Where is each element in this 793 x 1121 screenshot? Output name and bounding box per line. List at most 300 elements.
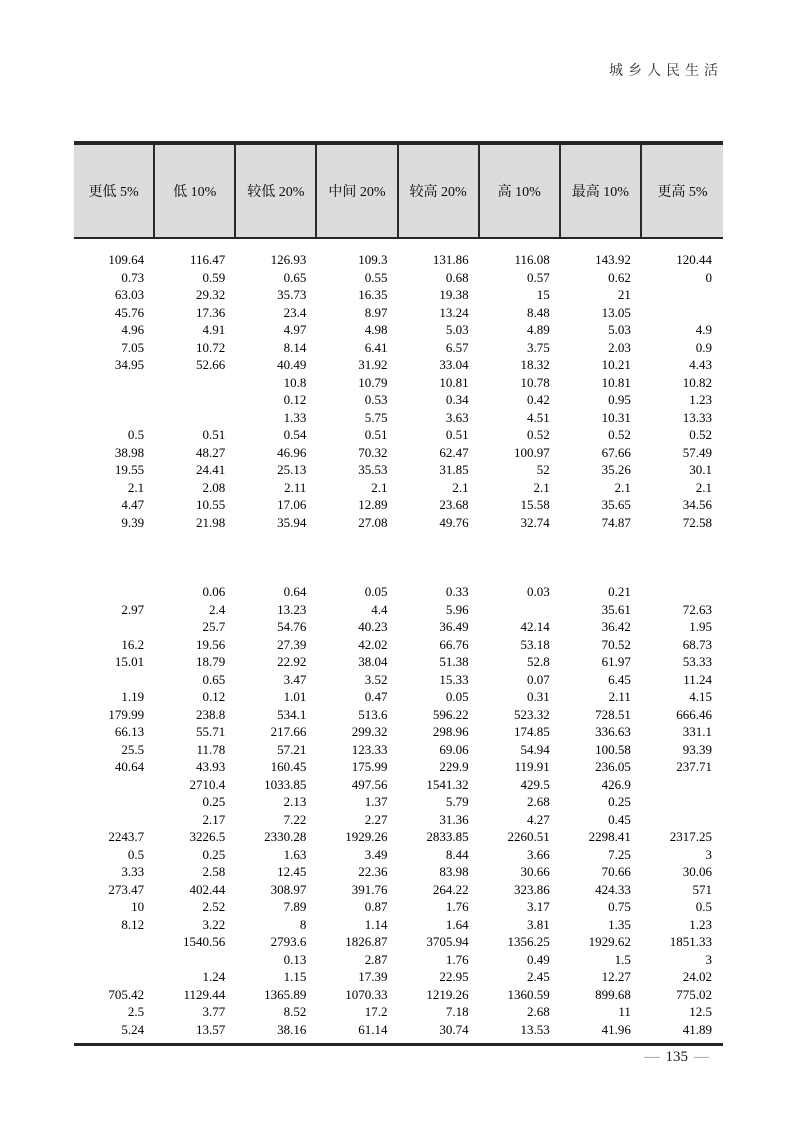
table-row — [74, 898, 723, 916]
table-cell: 61.14 — [358, 1021, 388, 1037]
table-cell: 0.49 — [527, 951, 550, 967]
table-cell: 0.45 — [608, 811, 631, 827]
table-row — [74, 1021, 723, 1039]
table-cell: 72.63 — [682, 601, 712, 617]
table-cell: 534.1 — [277, 706, 307, 722]
table-cell: 299.32 — [351, 724, 388, 739]
table-cell: 13.24 — [439, 304, 469, 320]
table-cell: 66.13 — [114, 724, 145, 739]
table-row — [74, 828, 723, 846]
table-cell: 8.12 — [121, 916, 145, 932]
table-cell: 40.49 — [277, 357, 307, 372]
table-cell: 4.89 — [527, 322, 550, 337]
table-row — [74, 286, 723, 304]
table-cell: 12.89 — [358, 497, 388, 512]
table-row — [74, 339, 723, 357]
table-cell: 0.64 — [283, 584, 307, 599]
table-cell: 2.03 — [608, 339, 631, 355]
table-cell: 10 — [131, 899, 145, 914]
table-cell — [642, 776, 723, 794]
table-cell: 16.2 — [121, 636, 145, 652]
table-cell: 0.03 — [527, 584, 550, 599]
table-cell: 666.46 — [676, 706, 712, 722]
table-row — [74, 933, 723, 951]
table-cell: 2.87 — [364, 951, 388, 967]
table-cell: 236.05 — [595, 759, 631, 774]
table-cell: 62.47 — [439, 444, 469, 460]
table-cell: 68.73 — [682, 636, 712, 652]
table-cell: 5.79 — [445, 794, 469, 809]
table-cell: 424.33 — [595, 881, 631, 897]
table-cell: 1.24 — [202, 969, 226, 984]
page-number — [639, 1049, 716, 1066]
table-row — [74, 444, 723, 462]
table-cell: 54.76 — [277, 619, 307, 634]
table-cell: 0.52 — [608, 427, 631, 442]
table-cell: 0.47 — [364, 689, 388, 704]
table-cell: 35.65 — [601, 497, 631, 512]
table-cell: 41.89 — [682, 1021, 712, 1037]
table-cell: 0.55 — [364, 269, 388, 285]
table-cell: 2.1 — [695, 479, 712, 495]
table-cell: 3.77 — [202, 1004, 226, 1019]
table-cell: 116.47 — [189, 252, 226, 267]
page-number-dash-right: — — [694, 1049, 709, 1065]
table-cell — [74, 968, 155, 986]
table-cell: 0.53 — [364, 392, 388, 407]
table-cell: 3705.94 — [426, 934, 469, 949]
table-cell: 23.4 — [283, 304, 307, 320]
table-cell: 119.91 — [514, 759, 550, 774]
table-cell: 8.48 — [527, 304, 550, 320]
table-cell: 0.25 — [202, 794, 226, 809]
table-cell: 3.75 — [527, 339, 550, 355]
table-cell: 2.68 — [527, 794, 550, 809]
table-row — [74, 863, 723, 881]
table-cell: 10.79 — [358, 374, 388, 390]
table-cell: 1.64 — [445, 916, 469, 932]
table-cell: 10.81 — [439, 374, 469, 390]
table-cell: 4.91 — [202, 322, 226, 337]
table-cell: 0 — [705, 269, 712, 285]
table-row — [74, 916, 723, 934]
table-cell: 0.65 — [202, 671, 226, 687]
table-cell: 21 — [617, 287, 631, 302]
table-cell: 17.39 — [358, 969, 388, 984]
table-cell: 179.99 — [108, 706, 145, 722]
table-cell: 2298.41 — [588, 829, 631, 844]
table-cell: 22.95 — [439, 969, 469, 984]
table-cell: 35.53 — [358, 462, 388, 477]
table-cell: 3.47 — [283, 671, 307, 687]
table-row — [74, 881, 723, 899]
table-cell: 2.27 — [364, 811, 388, 827]
table-cell: 402.44 — [189, 881, 226, 897]
table-cell: 1541.32 — [426, 776, 469, 792]
table-cell: 29.32 — [196, 287, 226, 302]
table-row — [74, 636, 723, 654]
table-cell: 0.34 — [445, 392, 469, 407]
table-cell: 0.5 — [695, 899, 712, 914]
table-row — [74, 618, 723, 636]
table-cell: 74.87 — [601, 514, 631, 530]
table-cell: 4.96 — [121, 322, 145, 337]
table-cell: 109.64 — [108, 252, 145, 267]
table-cell: 12.45 — [277, 864, 307, 879]
table-cell: 308.97 — [270, 881, 307, 897]
table-cell: 1.35 — [608, 916, 631, 932]
table-cell: 0.65 — [283, 269, 307, 285]
table-cell — [155, 409, 236, 427]
table-cell: 2317.25 — [669, 829, 712, 844]
table-cell: 15.01 — [114, 654, 145, 669]
column-header: 低 10% — [155, 145, 236, 237]
table-cell: 2833.85 — [426, 829, 469, 844]
table-row — [74, 653, 723, 671]
table-cell: 0.9 — [695, 339, 712, 355]
table-cell: 7.89 — [283, 899, 307, 914]
table-cell: 0.62 — [608, 269, 631, 285]
table-cell: 0.42 — [527, 392, 550, 407]
table-cell: 19.55 — [114, 462, 145, 477]
table-cell: 52.66 — [196, 357, 226, 372]
table-cell: 16.35 — [358, 287, 388, 302]
table-cell: 25.7 — [202, 619, 226, 634]
table-cell — [74, 583, 155, 601]
table-row — [74, 391, 723, 409]
table-cell: 0.31 — [527, 689, 550, 704]
table-cell: 1.95 — [689, 619, 712, 634]
table-cell: 4.51 — [527, 409, 550, 425]
table-cell: 0.25 — [202, 846, 226, 862]
table-cell: 57.21 — [277, 741, 307, 757]
table-cell: 3.52 — [364, 671, 388, 687]
table-cell: 775.02 — [676, 986, 712, 1002]
table-cell: 5.75 — [364, 409, 388, 425]
table-cell: 1.23 — [689, 392, 712, 407]
table-cell: 24.41 — [196, 462, 226, 477]
table-cell: 3 — [705, 951, 712, 967]
table-cell: 3.49 — [364, 846, 388, 862]
table-cell: 1.63 — [283, 846, 307, 862]
table-cell: 7.05 — [121, 339, 145, 355]
table-cell: 0.21 — [608, 584, 631, 599]
table-cell: 70.32 — [358, 444, 388, 460]
table-cell: 11.24 — [683, 671, 712, 687]
table-cell: 52 — [536, 462, 550, 477]
table-bottom-rule — [74, 1043, 723, 1046]
table-cell: 728.51 — [595, 706, 631, 722]
table-cell: 38.16 — [277, 1021, 307, 1037]
table-cell: 30.74 — [439, 1021, 469, 1037]
table-cell: 31.85 — [439, 462, 469, 477]
table-cell: 23.68 — [439, 497, 469, 512]
table-cell: 336.63 — [595, 724, 631, 739]
table-cell: 131.86 — [432, 252, 469, 267]
table-row — [74, 321, 723, 339]
table-row — [74, 811, 723, 829]
table-cell: 15.58 — [520, 497, 550, 512]
table-cell: 10.31 — [601, 409, 631, 425]
table-row — [74, 479, 723, 497]
table-cell — [642, 583, 723, 601]
table-cell: 25.13 — [277, 462, 307, 477]
table-row — [74, 269, 723, 287]
table-cell: 36.49 — [439, 619, 469, 634]
table-cell: 27.08 — [358, 514, 388, 530]
table-cell: 35.26 — [601, 462, 631, 477]
table-cell: 0.33 — [445, 584, 469, 599]
table-cell: 1.19 — [121, 689, 145, 704]
table-cell: 11.78 — [196, 741, 226, 757]
table-cell: 38.04 — [358, 654, 388, 669]
table-row — [74, 374, 723, 392]
table-cell: 523.32 — [514, 706, 550, 722]
table-cell — [642, 811, 723, 829]
table-cell: 0.57 — [527, 269, 550, 285]
table-cell: 4.4 — [371, 601, 388, 617]
table-cell: 35.94 — [277, 514, 307, 530]
table-cell: 42.14 — [520, 619, 550, 634]
table-row — [74, 758, 723, 776]
table-cell: 13.57 — [196, 1021, 226, 1037]
table-cell: 143.92 — [595, 252, 631, 267]
table-cell — [155, 951, 236, 969]
table-cell: 31.92 — [358, 357, 388, 372]
table-cell: 1.01 — [283, 689, 307, 704]
table-row — [74, 951, 723, 969]
table-cell: 238.8 — [196, 706, 226, 722]
table-cell: 116.08 — [514, 252, 550, 267]
table-cell: 5.24 — [121, 1021, 145, 1037]
table-cell: 2243.7 — [108, 829, 145, 844]
table-cell: 33.04 — [439, 357, 469, 372]
table-block-1 — [74, 251, 723, 531]
table-cell: 8.44 — [445, 846, 469, 862]
table-cell: 126.93 — [270, 252, 307, 267]
table-cell: 596.22 — [432, 706, 469, 722]
table-cell: 54.94 — [520, 741, 550, 757]
table-cell: 1.5 — [614, 951, 631, 967]
table-cell: 72.58 — [682, 514, 712, 530]
table-cell: 10.82 — [682, 374, 712, 390]
table-cell: 5.96 — [445, 601, 469, 617]
table-cell: 1070.33 — [345, 986, 388, 1002]
table-cell: 17.06 — [277, 497, 307, 512]
table-cell: 40.23 — [358, 619, 388, 634]
table-cell: 22.92 — [277, 654, 307, 669]
table-cell: 18.79 — [196, 654, 226, 669]
table-cell: 1.33 — [283, 409, 307, 425]
table-cell: 5.03 — [445, 322, 469, 337]
table-cell: 35.61 — [601, 601, 631, 617]
table-cell: 69.06 — [439, 741, 469, 757]
table-row — [74, 793, 723, 811]
table-cell: 32.74 — [520, 514, 550, 530]
table-cell: 8 — [299, 916, 307, 932]
table-cell: 2.1 — [371, 479, 388, 495]
table-cell: 323.86 — [514, 881, 550, 897]
table-row — [74, 426, 723, 444]
table-cell: 0.12 — [202, 689, 226, 704]
table-cell: 426.9 — [601, 776, 631, 792]
table-cell: 1.37 — [364, 794, 388, 809]
table-cell: 25.5 — [121, 741, 145, 757]
table-cell: 3.33 — [121, 864, 145, 879]
table-cell: 2.52 — [202, 899, 226, 914]
table-cell: 1.23 — [689, 916, 712, 932]
table-cell: 9.39 — [121, 514, 145, 530]
table-cell: 0.5 — [127, 427, 145, 442]
table-cell: 4.98 — [364, 322, 388, 337]
table-cell: 0.51 — [202, 427, 226, 442]
table-cell: 8.52 — [283, 1004, 307, 1019]
table-cell: 0.13 — [283, 951, 307, 967]
table-cell: 36.42 — [601, 619, 631, 634]
table-cell — [642, 286, 723, 304]
table-row — [74, 1003, 723, 1021]
table-cell: 1826.87 — [345, 934, 388, 949]
table-cell: 160.45 — [270, 759, 307, 774]
table-cell: 43.93 — [196, 759, 226, 774]
table-cell: 7.22 — [283, 811, 307, 827]
table-cell: 4.47 — [121, 497, 145, 512]
table-cell: 6.57 — [445, 339, 469, 355]
table-cell: 2.11 — [608, 689, 631, 704]
table-cell: 3226.5 — [189, 829, 226, 844]
table-cell: 11 — [618, 1004, 631, 1019]
table-cell: 57.49 — [682, 444, 712, 460]
table-cell: 391.76 — [351, 881, 388, 897]
table-cell: 5.03 — [608, 322, 631, 337]
table-cell: 0.12 — [283, 392, 307, 407]
table-cell: 3.22 — [202, 916, 226, 932]
table-cell: 0.73 — [121, 269, 145, 285]
table-cell: 0.75 — [608, 899, 631, 914]
table-cell: 0.59 — [202, 269, 226, 285]
table-cell: 705.42 — [108, 986, 145, 1002]
table-cell: 2.11 — [284, 479, 307, 495]
table-cell: 70.66 — [601, 864, 631, 879]
table-cell: 48.27 — [196, 444, 226, 460]
table-cell: 10.55 — [196, 497, 226, 512]
table-cell: 30.66 — [520, 864, 550, 879]
table-cell: 3.17 — [527, 899, 550, 914]
table-cell: 1219.26 — [426, 986, 469, 1002]
table-row — [74, 986, 723, 1004]
table-cell: 4.43 — [689, 357, 712, 372]
table-cell — [155, 391, 236, 409]
table-cell: 0.52 — [689, 427, 712, 442]
table-cell: 13.23 — [277, 601, 307, 617]
table-cell: 31.36 — [439, 811, 469, 827]
column-header: 更低 5% — [74, 145, 155, 237]
table-cell — [642, 793, 723, 811]
column-header: 更高 5% — [657, 185, 708, 200]
table-row — [74, 496, 723, 514]
table-cell — [74, 776, 155, 794]
table-cell: 1929.62 — [588, 934, 631, 949]
table-cell — [74, 374, 155, 392]
table-cell: 45.76 — [114, 304, 145, 320]
table-cell: 1929.26 — [345, 829, 388, 844]
column-header: 中间 20% — [317, 145, 398, 237]
table-cell: 27.39 — [277, 636, 307, 652]
table-cell: 61.97 — [601, 654, 631, 669]
table-cell — [74, 671, 155, 689]
table-cell — [74, 409, 155, 427]
table-cell: 70.52 — [601, 636, 631, 652]
table-cell: 13.33 — [682, 409, 712, 425]
table-cell: 513.6 — [358, 706, 388, 722]
table-row — [74, 461, 723, 479]
table-cell: 0.68 — [445, 269, 469, 285]
table-cell: 8.14 — [283, 339, 307, 355]
table-cell: 0.05 — [364, 584, 388, 599]
table-cell: 174.85 — [514, 724, 550, 739]
table-cell: 53.33 — [682, 654, 712, 669]
table-cell: 6.45 — [608, 671, 631, 687]
table-cell: 2.68 — [527, 1004, 550, 1019]
table-cell: 120.44 — [676, 252, 712, 267]
table-cell: 1033.85 — [264, 776, 307, 792]
table-cell: 10.72 — [196, 339, 226, 355]
table-cell: 3.81 — [527, 916, 550, 932]
table-cell: 41.96 — [601, 1021, 631, 1037]
table-row — [74, 251, 723, 269]
table-cell: 63.03 — [114, 287, 145, 302]
table-row — [74, 688, 723, 706]
table-cell: 2.13 — [283, 794, 307, 809]
table-cell: 1.76 — [445, 899, 469, 914]
table-cell: 1851.33 — [669, 934, 712, 949]
table-cell: 0.52 — [527, 427, 550, 442]
table-cell: 2.58 — [202, 864, 226, 879]
table-cell: 51.38 — [439, 654, 469, 669]
table-cell: 0.51 — [445, 427, 469, 442]
table-cell: 10.8 — [283, 374, 307, 390]
table-cell: 429.5 — [520, 776, 550, 792]
table-cell: 67.66 — [601, 444, 631, 460]
table-cell: 100.97 — [514, 444, 550, 460]
table-cell: 13.05 — [601, 304, 631, 320]
table-cell: 2.4 — [209, 601, 226, 617]
table-cell: 899.68 — [595, 986, 631, 1002]
table-cell: 2.45 — [527, 969, 550, 984]
table-header-row — [74, 145, 723, 239]
table-cell: 10.78 — [520, 374, 550, 390]
table-cell: 17.2 — [364, 1004, 388, 1019]
table-cell: 8.97 — [364, 304, 388, 320]
table-row — [74, 706, 723, 724]
table-cell: 264.22 — [432, 881, 469, 897]
table-cell — [74, 391, 155, 409]
table-cell: 229.9 — [439, 759, 469, 774]
table-cell: 1.14 — [364, 916, 388, 932]
table-row — [74, 846, 723, 864]
table-row — [74, 583, 723, 601]
table-cell: 93.39 — [682, 741, 712, 757]
table-cell: 7.25 — [608, 846, 631, 862]
table-cell: 10.81 — [601, 374, 631, 390]
table-block-2 — [74, 583, 723, 1038]
table-cell: 2.17 — [202, 811, 226, 827]
table-cell: 175.99 — [351, 759, 388, 774]
table-cell: 1.76 — [445, 951, 469, 967]
table-cell: 0.95 — [608, 392, 631, 407]
table-cell: 4.15 — [689, 689, 712, 704]
table-cell: 66.76 — [439, 636, 469, 652]
